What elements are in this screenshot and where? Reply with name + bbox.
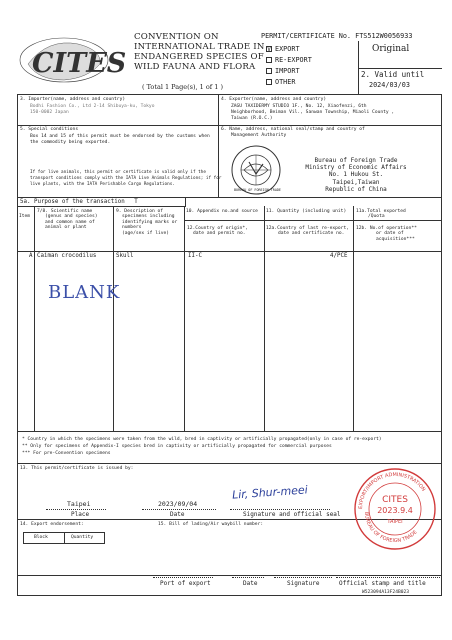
row-scientific-name: Caiman crocodilus — [37, 253, 97, 259]
row-item: A — [29, 253, 33, 259]
col-text: 12b. No.of operation** — [356, 226, 417, 231]
col-last-reexport — [266, 226, 349, 237]
footnote: * Country in which the specimens were taken from the wild, bred in captivity or artificially propagated(only in case of re-export) — [22, 437, 382, 442]
purpose-row — [20, 199, 138, 205]
issue-place: Taipei — [67, 500, 91, 508]
col-text: animal or plant — [45, 225, 87, 231]
col-text: 9. Description of — [116, 209, 164, 214]
signature-label: Signature and official seal — [243, 511, 341, 518]
convention-line: CONVENTION ON — [134, 32, 219, 42]
convention-line: ENDANGERED SPECIES OF — [134, 52, 264, 62]
exporter-line: Neighborhood, Beiman Vil., Sanwan Township, Miaoli County , — [231, 110, 395, 115]
authority-line: No. 1 Hukou St. — [328, 171, 384, 179]
authority-label: 6. Name, address, national seal/stamp and country of — [221, 127, 365, 132]
row-description: Skull — [116, 253, 134, 259]
exporter-label: 4. Exporter(name, address and country) — [221, 97, 327, 102]
footnote: *** For pre-Convention specimens — [22, 451, 111, 456]
col-text: 11a.Total exported — [356, 209, 406, 214]
authority-label: Management Authority — [231, 133, 287, 138]
place-label: Place — [71, 511, 90, 518]
col-text: or date of — [376, 231, 404, 237]
authority-line: Taipei,Taiwan — [332, 178, 380, 186]
col-text: 12a.Country of last re-export, — [266, 226, 349, 231]
export-checkbox[interactable]: V — [267, 46, 271, 53]
special-conditions-line: Box 14 and 15 of this permit must be endorsed by the customs when — [30, 134, 210, 139]
col-description — [116, 209, 177, 236]
other-checkbox[interactable] — [266, 79, 272, 85]
blank-stamp: BLANK — [48, 282, 121, 303]
seal-bottom-text: BUREAU OF FOREIGN TRADE — [362, 511, 419, 545]
col-text: (genus and species) — [45, 214, 98, 220]
col-text: specimens including — [122, 214, 175, 220]
bureau-seal-text: BUREAU OF FOREIGN TRADE — [234, 188, 281, 192]
seal-city-text: TAIPEI — [387, 519, 403, 525]
col-text: acquisition*** — [376, 236, 415, 242]
convention-line: WILD FAUNA AND FLORA — [134, 62, 256, 72]
row-quantity: 4/PCE — [330, 253, 348, 259]
authority-line: Republic of China — [325, 185, 387, 193]
authority-address — [300, 157, 412, 193]
col-text: (age/sex if live) — [122, 230, 170, 236]
col-text: date and permit no. — [193, 231, 246, 237]
page-count: ( Total 1 Page(s), 1 of 1 ) — [142, 83, 224, 91]
reexport-label: RE-EXPORT — [275, 56, 312, 64]
date-label: Date — [170, 511, 185, 518]
col-quantity: 11. Quantity (including unit) — [266, 209, 347, 214]
issue-date: 2023/09/04 — [158, 500, 198, 508]
exporter-line: ZAGU TAXIDERMY STUDIO 1F., No. 12, Xiaofenzi, 6th — [231, 104, 367, 109]
col-country-origin — [187, 226, 248, 237]
port-of-export-label: Port of export — [160, 580, 211, 587]
permit-label: PERMIT/CERTIFICATE No. — [261, 32, 352, 40]
seal-top-text: EXPORT/IMPORT ADMINISTRATION — [357, 471, 427, 510]
permit-number-row — [261, 32, 412, 40]
original-label: Original — [372, 44, 410, 54]
signature: Lir, Shur-meei — [231, 483, 309, 502]
permit-number: FTS512W0056933 — [355, 32, 413, 40]
import-label: IMPORT — [275, 67, 300, 75]
col-appendix: 10. Appendix no.and source — [186, 209, 258, 214]
special-conditions-line: the commodity being exported. — [30, 140, 111, 145]
quantity-header: Quantity — [71, 535, 94, 540]
seal-cites-text: CITES — [382, 495, 408, 505]
col-text: numbers — [122, 225, 142, 231]
col-item: Item — [19, 214, 31, 219]
col-text: 7/8. Scientific name — [37, 209, 93, 214]
col-text: 12.Country of origin*, — [187, 226, 248, 231]
live-animal-note: transport conditions comply with the IATA Live Animals Regulations; if for — [30, 176, 222, 181]
importer-line: Bodhi Fashion Co., Ltd 2-14 Shibuya-ku, Tokyo — [30, 104, 155, 109]
block-header: Block — [34, 535, 48, 540]
purpose-label: 5a. Purpose of the transaction — [20, 199, 125, 205]
export-label: EXPORT — [275, 45, 300, 53]
authority-line: Bureau of Foreign Trade — [314, 157, 398, 164]
col-text: /Quota — [368, 214, 385, 220]
special-conditions-label: 5. Special conditions — [20, 127, 79, 132]
seal-date-text: 2023.9.4 — [377, 506, 413, 515]
cites-logo — [18, 34, 127, 84]
col-scientific-name — [37, 209, 98, 231]
reexport-checkbox[interactable] — [266, 57, 272, 63]
importer-line: 150-0002 Japan — [30, 110, 69, 115]
cites-seal-icon — [352, 466, 438, 552]
issued-by-label: 13. This permit/certificate is issued by: — [20, 466, 134, 471]
export-signature-label: Signature — [287, 580, 320, 587]
exporter-line: Taiwan (R.O.C.) — [231, 116, 273, 121]
valid-until-label: 2. Valid until — [361, 70, 425, 79]
col-text: identifying marks or — [122, 219, 178, 225]
live-animal-note: If for live animals, this permit or certificate is valid only if the — [30, 170, 206, 175]
importer-label: 3. Importer(name, address and country) — [20, 97, 126, 102]
serial-number: W523094A13F24B023 — [362, 590, 410, 595]
convention-title — [134, 32, 265, 72]
import-checkbox[interactable] — [266, 68, 272, 74]
convention-line: INTERNATIONAL TRADE IN — [134, 42, 265, 52]
export-endorsement-label: 14. Export endorsement: — [20, 522, 84, 527]
col-text: date and certificate no. — [278, 231, 345, 237]
other-label: OTHER — [275, 78, 296, 86]
col-operation — [356, 226, 417, 242]
footnote: ** Only for specimens of Appendix-I species bred in captivity or artificially propagated for commercial purposes — [22, 444, 332, 449]
live-animal-note: live plants, with the IATA Perishable Cargo Regulations. — [30, 182, 175, 187]
authority-line: Ministry of Economic Affairs — [305, 164, 407, 172]
official-stamp-label: Official stamp and title — [339, 580, 426, 587]
svg-text:BUREAU OF FOREIGN TRADE — [363, 512, 419, 544]
row-appendix: II-C — [188, 253, 202, 259]
valid-until-date: 2024/03/03 — [369, 81, 410, 89]
export-date-label: Date — [243, 580, 258, 587]
svg-text:CITES: CITES — [32, 48, 127, 79]
col-total-exported — [356, 209, 406, 220]
bill-of-lading-label: 15. Bill of lading/Air waybill number: — [158, 522, 264, 527]
purpose-value: T — [134, 199, 138, 205]
col-text: and common name of — [45, 219, 95, 225]
